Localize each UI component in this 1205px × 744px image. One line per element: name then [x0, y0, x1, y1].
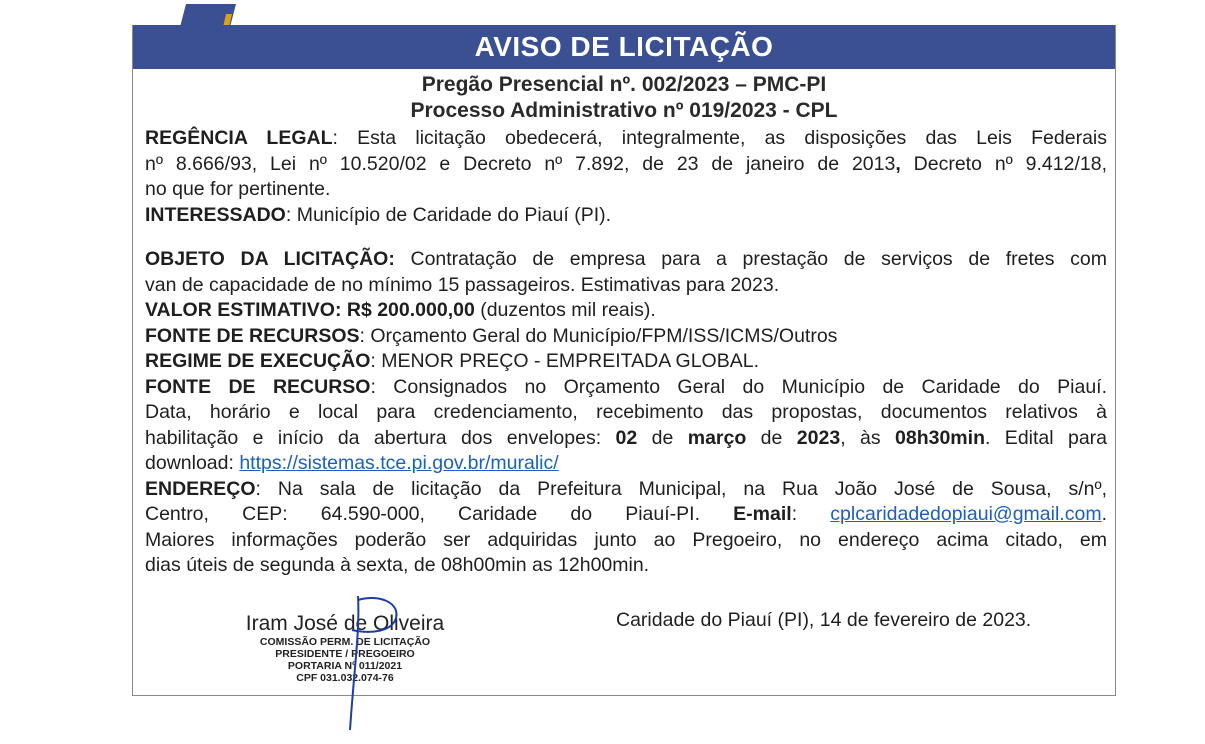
endereco-line-2: Centro, CEP: 64.590-000, Caridade do Piauí-PI. E-mail: cplcaridadedopiaui@gmail.com. — [145, 503, 1107, 525]
processo-number: Processo Administrativo nº 019/2023 - CPL — [410, 99, 838, 122]
regencia-line-3: no que for pertinente. — [145, 178, 331, 200]
regime-line: REGIME DE EXECUÇÃO: MENOR PREÇO - EMPREITADA GLOBAL. — [145, 350, 760, 372]
endereco-label: ENDEREÇO — [145, 477, 256, 500]
fonte-recursos-label: FONTE DE RECURSOS — [145, 324, 360, 347]
info-line-1: Maiores informações poderão ser adquiridas junto ao Pregoeiro, no endereço acima citado, em — [145, 528, 1107, 551]
details-section — [145, 247, 1107, 579]
signer-role-2: PRESIDENTE / PREGOEIRO — [275, 648, 415, 660]
legal-section — [145, 126, 1107, 228]
regencia-label: REGÊNCIA LEGAL — [145, 127, 333, 149]
date-place: Caridade do Piauí (PI), 14 de fevereiro de 2023. — [616, 609, 1032, 631]
valor-line: VALOR ESTIMATIVO: R$ 200.000,00 (duzentos mil reais). — [145, 299, 656, 321]
data-line-1: Data, horário e local para credenciamento, recebimento das propostas, documentos relativos à — [145, 401, 1107, 423]
notice-title: AVISO DE LICITAÇÃO — [474, 31, 774, 62]
signer-role-1: COMISSÃO PERM. DE LICITAÇÃO — [259, 636, 431, 648]
endereco-line-1: ENDEREÇO: Na sala de licitação da Prefeitura Municipal, na Rua João José de Sousa, s/nº, — [145, 477, 1107, 500]
interessado-line: INTERESSADO: Município de Caridade do Piauí (PI). — [145, 203, 612, 226]
objeto-line-1: OBJETO DA LICITAÇÃO: Contratação de empresa para a prestação de serviços de fretes com — [145, 248, 1107, 270]
regencia-line-2: nº 8.666/93, Lei nº 10.520/02 e Decreto nº 7.892, de 23 de janeiro de 2013, Decreto nº 9.412/18, — [145, 152, 1107, 175]
download-link[interactable]: https://sistemas.tce.pi.gov.br/muralic/ — [239, 452, 559, 474]
valor-label: VALOR ESTIMATIVO: R$ 200.000,00 — [145, 299, 475, 321]
signer-name: Iram José de Oliveira — [245, 612, 445, 635]
fonte-recurso-label: FONTE DE RECURSO — [145, 375, 371, 398]
objeto-label: OBJETO DA LICITAÇÃO: — [145, 248, 395, 270]
pregao-number: Pregão Presencial nº. 002/2023 – PMC-PI — [421, 73, 827, 96]
email-link[interactable]: cplcaridadedopiaui@gmail.com — [830, 503, 1102, 525]
objeto-line-2: van de capacidade de no mínimo 15 passageiros. Estimativas para 2023. — [145, 273, 780, 296]
fonte-recursos-line: FONTE DE RECURSOS: Orçamento Geral do Município/FPM/ISS/ICMS/Outros — [145, 324, 838, 347]
info-line-2: dias úteis de segunda à sexta, de 08h00min as 12h00min. — [145, 554, 650, 576]
notice-box — [132, 25, 1116, 696]
regencia-line-1: REGÊNCIA LEGAL: Esta licitação obedecerá, integralmente, as disposições das Leis Federais — [145, 127, 1107, 149]
data-line-2: habilitação e início da abertura dos envelopes: 02 de março de 2023, às 08h30min. Edital para — [145, 426, 1108, 449]
title-banner — [133, 25, 1115, 69]
regime-label: REGIME DE EXECUÇÃO — [145, 350, 371, 372]
signer-cpf: CPF 031.032.074-76 — [296, 672, 394, 684]
interessado-label: INTERESSADO — [145, 203, 286, 226]
fonte-recurso-line: FONTE DE RECURSO: Consignados no Orçamento Geral do Município de Caridade do Piauí. — [145, 375, 1107, 398]
signer-portaria: PORTARIA Nº 011/2021 — [287, 660, 403, 672]
signature-stroke-icon — [300, 590, 420, 740]
download-line: download: https://sistemas.tce.pi.gov.br/muralic/ — [145, 452, 559, 474]
